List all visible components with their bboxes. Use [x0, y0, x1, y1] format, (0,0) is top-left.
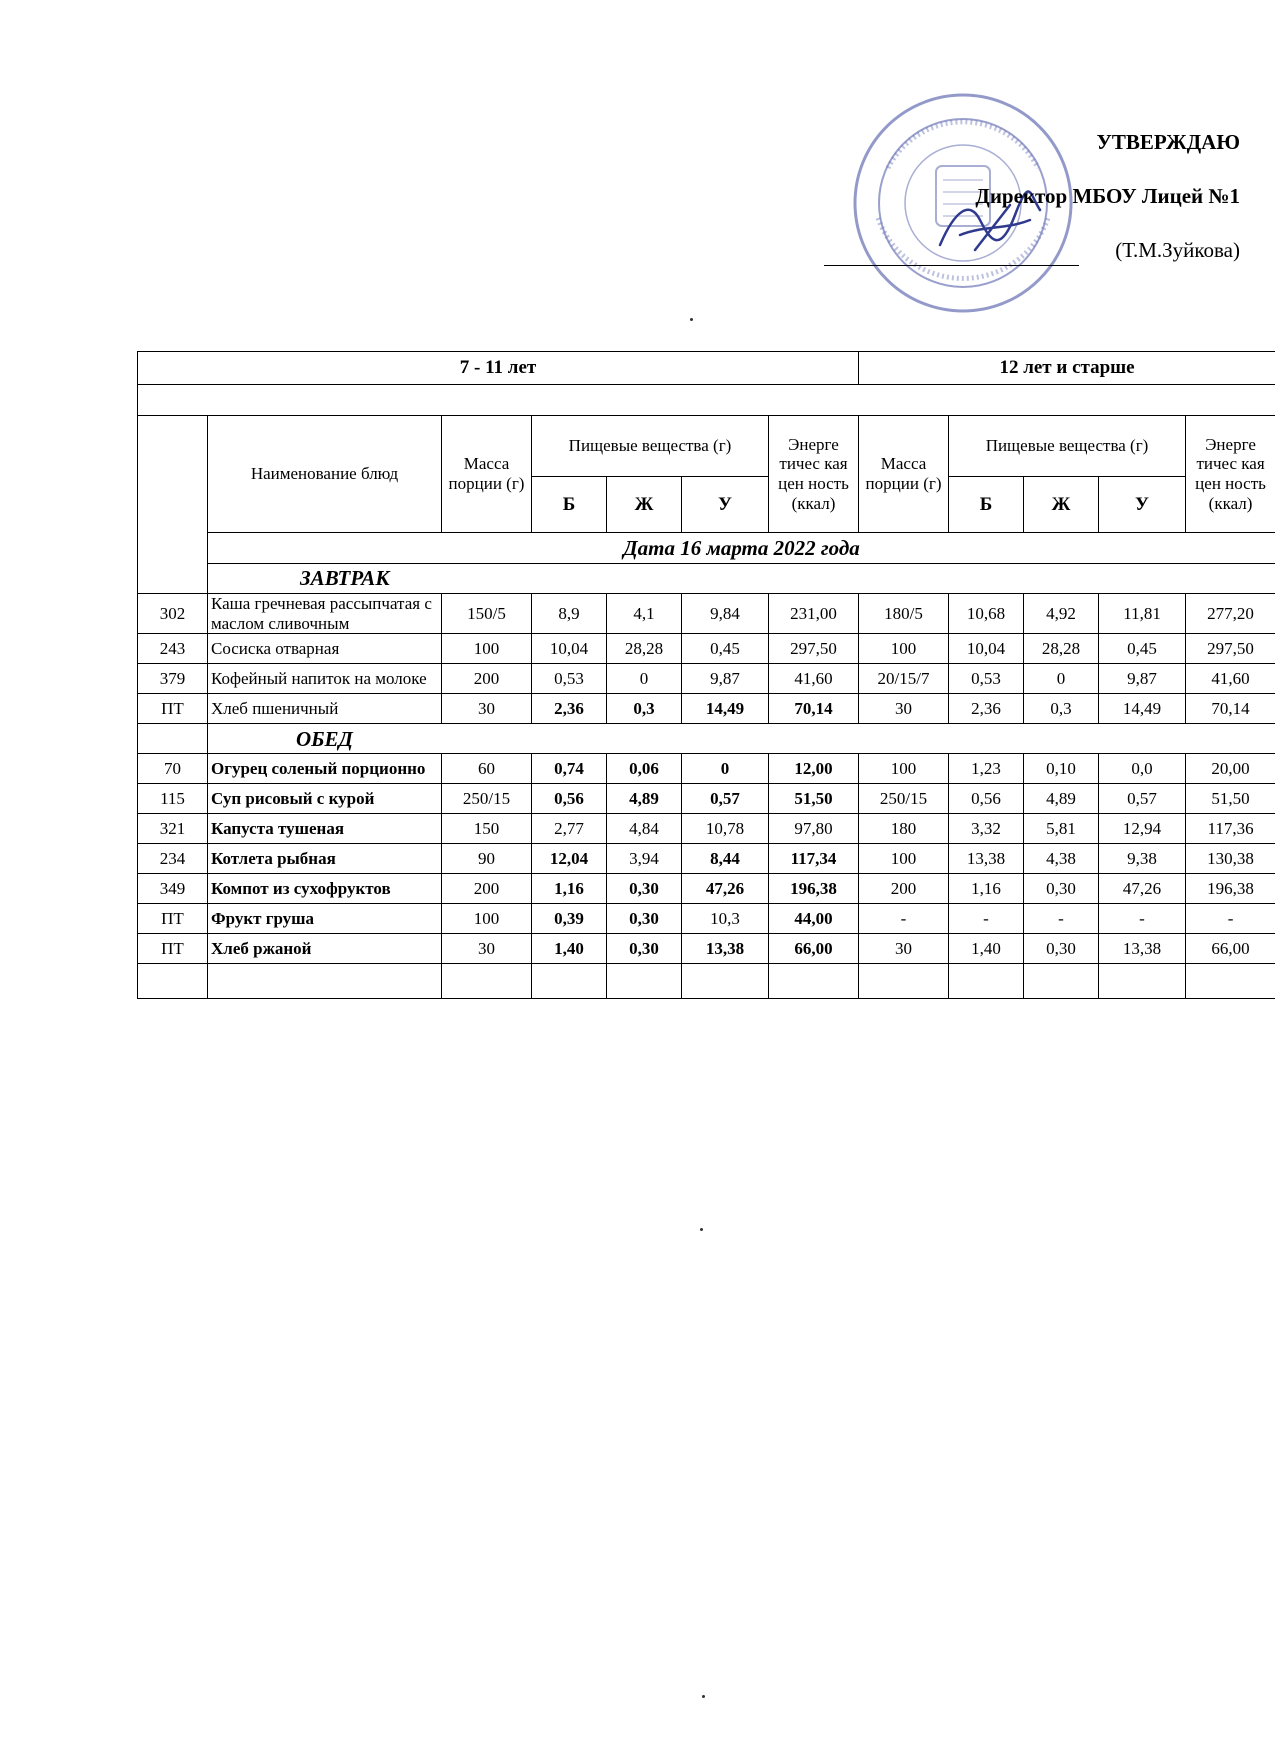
cell-b1: 12,04: [532, 844, 607, 874]
cell-mass1: 60: [442, 754, 532, 784]
empty-cell: [607, 964, 682, 999]
cell-mass2: 30: [859, 934, 949, 964]
cell-u2: 0,57: [1099, 784, 1186, 814]
cell-zh2: 4,89: [1024, 784, 1099, 814]
cell-mass1: 30: [442, 934, 532, 964]
cell-name: Суп рисовый с курой: [208, 784, 442, 814]
cell-e2: 20,00: [1186, 754, 1275, 784]
cell-u1: 8,44: [682, 844, 769, 874]
cell-u2: 14,49: [1099, 694, 1186, 724]
empty-cell: [138, 964, 208, 999]
cell-e2: 196,38: [1186, 874, 1275, 904]
cell-mass2: 180/5: [859, 594, 949, 634]
cell-b2: 1,16: [949, 874, 1024, 904]
cell-u2: 9,38: [1099, 844, 1186, 874]
menu-row: [138, 784, 1275, 814]
cell-u2: 13,38: [1099, 934, 1186, 964]
cell-b1: 2,77: [532, 814, 607, 844]
cell-u1: 0,57: [682, 784, 769, 814]
cell-e2: 41,60: [1186, 664, 1275, 694]
cell-u1: 9,87: [682, 664, 769, 694]
cell-u2: 0,0: [1099, 754, 1186, 784]
cell-e1: 66,00: [769, 934, 859, 964]
cell-zh1: 0,3: [607, 694, 682, 724]
menu-row: [138, 844, 1275, 874]
fat-header-2: Ж: [1024, 477, 1099, 533]
empty-cell: [1099, 964, 1186, 999]
cell-e2: 66,00: [1186, 934, 1275, 964]
cell-zh2: 0,10: [1024, 754, 1099, 784]
menu-row: [138, 874, 1275, 904]
energy-header-2: Энерге тичес кая цен ность (ккал): [1186, 416, 1275, 533]
menu-row: [138, 664, 1275, 694]
cell-e1: 51,50: [769, 784, 859, 814]
cell-e1: 297,50: [769, 634, 859, 664]
cell-b2: 2,36: [949, 694, 1024, 724]
menu-date: Дата 16 марта 2022 года: [208, 533, 1275, 564]
cell-zh1: 0,30: [607, 874, 682, 904]
cell-zh1: 0: [607, 664, 682, 694]
cell-mass1: 250/15: [442, 784, 532, 814]
cell-zh2: 0,30: [1024, 934, 1099, 964]
cell-mass2: 180: [859, 814, 949, 844]
cell-name: Капуста тушеная: [208, 814, 442, 844]
meal-breakfast-title: ЗАВТРАК: [208, 564, 1275, 594]
cell-b1: 0,56: [532, 784, 607, 814]
cell-mass2: 30: [859, 694, 949, 724]
cell-zh2: 28,28: [1024, 634, 1099, 664]
cell-b1: 0,53: [532, 664, 607, 694]
carb-header-2: У: [1099, 477, 1186, 533]
cell-u1: 14,49: [682, 694, 769, 724]
menu-row: [138, 934, 1275, 964]
cell-e2: 117,36: [1186, 814, 1275, 844]
cell-b2: 0,53: [949, 664, 1024, 694]
cell-u2: 9,87: [1099, 664, 1186, 694]
cell-mass2: 250/15: [859, 784, 949, 814]
cell-e1: 41,60: [769, 664, 859, 694]
cell-mass2: 200: [859, 874, 949, 904]
cell-b2: 10,04: [949, 634, 1024, 664]
cell-b1: 8,9: [532, 594, 607, 634]
meal-lunch-code-cell: [138, 724, 208, 754]
cell-e2: 130,38: [1186, 844, 1275, 874]
menu-row: [138, 694, 1275, 724]
cell-code: 349: [138, 874, 208, 904]
cell-e1: 44,00: [769, 904, 859, 934]
cell-name: Хлеб ржаной: [208, 934, 442, 964]
portion-mass-header-1: Масса порции (г): [442, 416, 532, 533]
cell-zh1: 0,06: [607, 754, 682, 784]
cell-mass1: 90: [442, 844, 532, 874]
nutrients-header-2: Пищевые вещества (г): [949, 416, 1186, 477]
empty-cell: [532, 964, 607, 999]
director-position: Директор МБОУ Лицей №1: [975, 184, 1240, 208]
energy-header-1: Энерге тичес кая цен ность (ккал): [769, 416, 859, 533]
protein-header-1: Б: [532, 477, 607, 533]
cell-mass1: 150: [442, 814, 532, 844]
cell-name: Котлета рыбная: [208, 844, 442, 874]
cell-zh1: 28,28: [607, 634, 682, 664]
scan-speck: [700, 1228, 703, 1231]
cell-name: Кофейный напиток на молоке: [208, 664, 442, 694]
cell-name: Фрукт груша: [208, 904, 442, 934]
menu-table: [137, 351, 1275, 999]
cell-u1: 47,26: [682, 874, 769, 904]
cell-code: 234: [138, 844, 208, 874]
cell-mass2: 100: [859, 754, 949, 784]
menu-row: [138, 754, 1275, 784]
cell-e1: 231,00: [769, 594, 859, 634]
cell-u1: 0,45: [682, 634, 769, 664]
age-group-7-11: 7 - 11 лет: [138, 352, 859, 385]
cell-mass2: 100: [859, 634, 949, 664]
cell-mass1: 30: [442, 694, 532, 724]
cell-code: ПТ: [138, 934, 208, 964]
fat-header-1: Ж: [607, 477, 682, 533]
empty-cell: [442, 964, 532, 999]
cell-u2: 0,45: [1099, 634, 1186, 664]
cell-mass1: 100: [442, 904, 532, 934]
cell-b2: 1,40: [949, 934, 1024, 964]
cell-b1: 2,36: [532, 694, 607, 724]
cell-code: 302: [138, 594, 208, 634]
cell-u2: -: [1099, 904, 1186, 934]
cell-name: Хлеб пшеничный: [208, 694, 442, 724]
cell-zh2: 0: [1024, 664, 1099, 694]
cell-b2: 1,23: [949, 754, 1024, 784]
carb-header-1: У: [682, 477, 769, 533]
menu-row: [138, 814, 1275, 844]
cell-e1: 117,34: [769, 844, 859, 874]
cell-e1: 196,38: [769, 874, 859, 904]
empty-cell: [859, 964, 949, 999]
empty-cell: [949, 964, 1024, 999]
code-column-header: [138, 416, 208, 594]
meal-lunch-title: ОБЕД: [208, 724, 1275, 754]
protein-header-2: Б: [949, 477, 1024, 533]
cell-code: 115: [138, 784, 208, 814]
cell-name: Сосиска отварная: [208, 634, 442, 664]
dish-name-header: Наименование блюд: [208, 416, 442, 533]
cell-e2: 70,14: [1186, 694, 1275, 724]
scan-speck: [702, 1695, 705, 1698]
cell-u2: 12,94: [1099, 814, 1186, 844]
portion-mass-header-2: Масса порции (г): [859, 416, 949, 533]
cell-b1: 0,39: [532, 904, 607, 934]
cell-b1: 1,40: [532, 934, 607, 964]
cell-code: 70: [138, 754, 208, 784]
breakfast-rows: [138, 594, 1275, 724]
cell-b2: -: [949, 904, 1024, 934]
lunch-rows: [138, 754, 1275, 964]
cell-e2: 51,50: [1186, 784, 1275, 814]
scan-speck: [690, 318, 693, 321]
cell-zh1: 4,89: [607, 784, 682, 814]
cell-mass2: 100: [859, 844, 949, 874]
cell-u1: 9,84: [682, 594, 769, 634]
menu-row: [138, 904, 1275, 934]
empty-cell: [208, 964, 442, 999]
cell-zh2: 0,3: [1024, 694, 1099, 724]
cell-code: 321: [138, 814, 208, 844]
cell-mass1: 200: [442, 874, 532, 904]
cell-e2: -: [1186, 904, 1275, 934]
age-group-12-plus: 12 лет и старше: [859, 352, 1275, 385]
cell-e1: 70,14: [769, 694, 859, 724]
cell-b2: 13,38: [949, 844, 1024, 874]
cell-mass1: 200: [442, 664, 532, 694]
approval-title: УТВЕРЖДАЮ: [1096, 130, 1240, 154]
cell-code: 243: [138, 634, 208, 664]
empty-cell: [1024, 964, 1099, 999]
cell-u1: 13,38: [682, 934, 769, 964]
cell-zh1: 3,94: [607, 844, 682, 874]
spacer-row: [138, 385, 1275, 416]
cell-e1: 97,80: [769, 814, 859, 844]
cell-e2: 277,20: [1186, 594, 1275, 634]
cell-u2: 47,26: [1099, 874, 1186, 904]
cell-zh2: 4,38: [1024, 844, 1099, 874]
cell-zh1: 0,30: [607, 904, 682, 934]
cell-b1: 0,74: [532, 754, 607, 784]
cell-zh2: 0,30: [1024, 874, 1099, 904]
cell-u2: 11,81: [1099, 594, 1186, 634]
cell-e2: 297,50: [1186, 634, 1275, 664]
cell-name: Компот из сухофруктов: [208, 874, 442, 904]
nutrients-header-1: Пищевые вещества (г): [532, 416, 769, 477]
menu-row: [138, 634, 1275, 664]
empty-cell: [769, 964, 859, 999]
cell-zh1: 0,30: [607, 934, 682, 964]
cell-mass1: 100: [442, 634, 532, 664]
cell-zh2: 5,81: [1024, 814, 1099, 844]
cell-zh2: 4,92: [1024, 594, 1099, 634]
cell-code: ПТ: [138, 904, 208, 934]
cell-b1: 10,04: [532, 634, 607, 664]
cell-name: Огурец соленый порционно: [208, 754, 442, 784]
cell-mass2: 20/15/7: [859, 664, 949, 694]
cell-zh1: 4,1: [607, 594, 682, 634]
cell-zh1: 4,84: [607, 814, 682, 844]
cell-u1: 10,78: [682, 814, 769, 844]
signature-line: [824, 265, 1079, 266]
cell-b2: 0,56: [949, 784, 1024, 814]
approval-block: [740, 130, 1240, 290]
cell-b2: 10,68: [949, 594, 1024, 634]
empty-cell: [1186, 964, 1275, 999]
cell-u1: 0: [682, 754, 769, 784]
cell-zh2: -: [1024, 904, 1099, 934]
cell-b2: 3,32: [949, 814, 1024, 844]
cell-name: Каша гречневая рассыпчатая с маслом сливочным: [208, 594, 442, 634]
empty-cell: [682, 964, 769, 999]
director-name: (Т.М.Зуйкова): [1115, 238, 1240, 262]
cell-e1: 12,00: [769, 754, 859, 784]
menu-row: [138, 594, 1275, 634]
cell-mass2: -: [859, 904, 949, 934]
cell-code: 379: [138, 664, 208, 694]
cell-u1: 10,3: [682, 904, 769, 934]
cell-code: ПТ: [138, 694, 208, 724]
cell-mass1: 150/5: [442, 594, 532, 634]
cell-b1: 1,16: [532, 874, 607, 904]
